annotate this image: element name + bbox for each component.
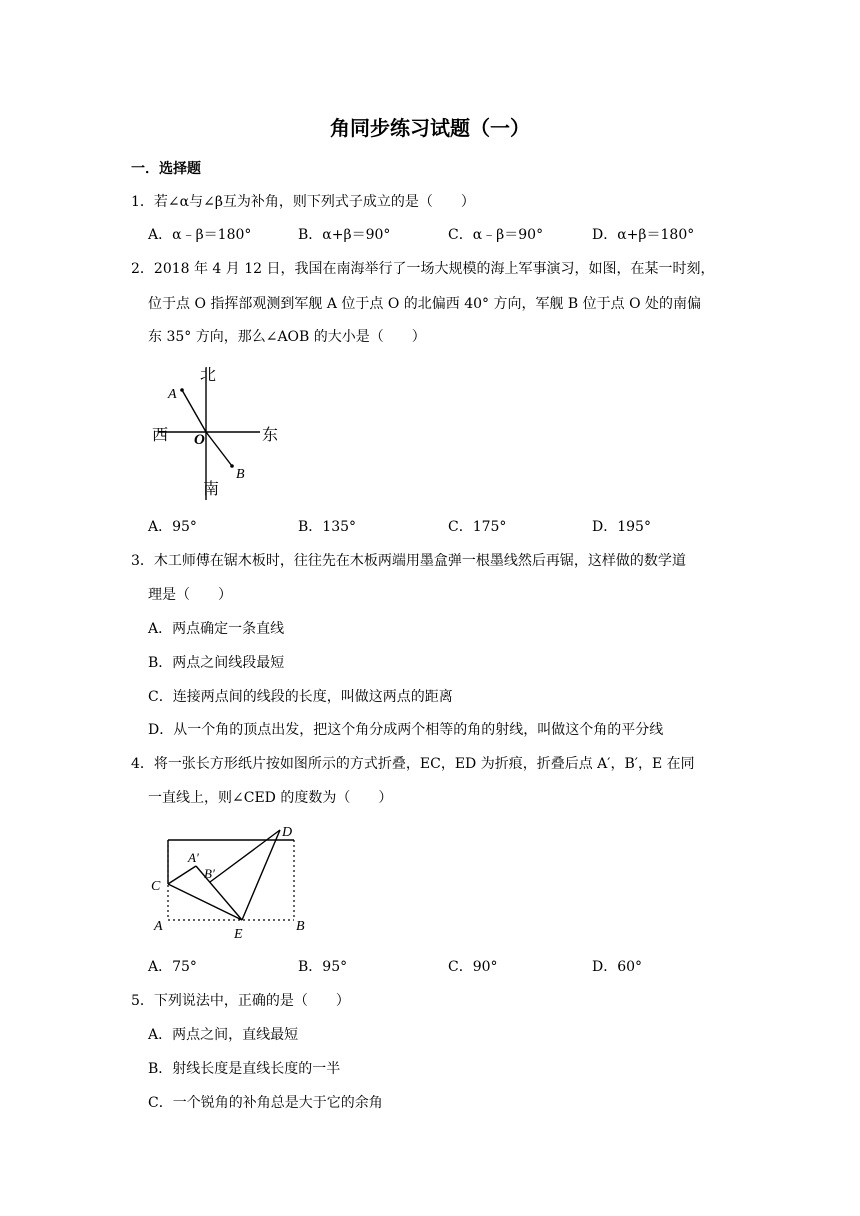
q4-stem-line2: 一直线上，则∠CED 的度数为（ ） [148,790,393,806]
label-east: 东 [262,427,279,444]
q3-stem-line2: 理是（ ） [148,587,232,603]
q3-stem-line1: 3．木工师傅在锯木板时，往往先在木板两端用墨盒弹一根墨线然后再锯，这样做的数学道 [131,553,686,569]
q5-option-a[interactable]: A．两点之间，直线最短 [148,1027,299,1043]
label-south: 南 [203,481,220,498]
q2-option-c[interactable]: C．175° [448,519,507,535]
q5-option-c[interactable]: C．一个锐角的补角总是大于它的余角 [148,1095,383,1111]
label-c: C [151,879,161,894]
q3-option-b[interactable]: B．两点之间线段最短 [148,655,285,671]
q2-option-d[interactable]: D．195° [592,519,651,535]
label-north: 北 [200,367,217,384]
ray-ob [206,432,232,466]
page-title: 角同步练习试题（一） [330,116,530,140]
q1-option-d[interactable]: D．α+β＝180° [592,227,695,243]
label-b-prime: B′ [204,866,215,881]
label-e: E [234,927,243,942]
label-west: 西 [152,427,169,444]
point-b-dot [230,464,234,468]
q1-stem: 1．若∠α与∠β互为补角，则下列式子成立的是（ ） [131,194,475,210]
label-a: A [168,387,177,402]
section-heading: 一．选择题 [131,161,201,177]
q4-option-c[interactable]: C．90° [448,959,498,975]
q4-option-a[interactable]: A．75° [148,959,197,975]
crease-ec [168,884,242,920]
label-d: D [282,825,293,840]
q3-option-d[interactable]: D．从一个角的顶点出发，把这个角分成两个相等的角的射线，叫做这个角的平分线 [148,722,664,738]
label-a-corner: A [154,919,163,934]
label-b: B [236,467,245,482]
label-o: O [194,432,205,448]
point-a-dot [180,388,184,392]
q5-stem: 5．下列说法中，正确的是（ ） [131,993,350,1009]
q1-option-c[interactable]: C．α﹣β＝90° [448,227,544,243]
label-b-corner: B [296,919,305,934]
q2-stem-line1: 2．2018 年 4 月 12 日，我国在南海举行了一场大规模的海上军事演习，如图，在某一时刻， [131,261,715,277]
q4-option-b[interactable]: B．95° [298,959,348,975]
ray-oa [182,390,206,432]
q1-option-a[interactable]: A．α﹣β＝180° [148,227,252,243]
q2-option-b[interactable]: B．135° [298,519,357,535]
folded-edge-ca1 [168,866,196,884]
folded-line-a1e [196,866,242,920]
q3-option-c[interactable]: C．连接两点间的线段的长度，叫做这两点的距离 [148,689,453,705]
q4-option-d[interactable]: D．60° [592,959,643,975]
q2-stem-line3: 东 35° 方向，那么∠AOB 的大小是（ ） [148,329,426,345]
q3-option-a[interactable]: A．两点确定一条直线 [148,621,285,637]
compass-direction-figure [148,360,288,505]
q4-stem-line1: 4．将一张长方形纸片按如图所示的方式折叠，EC，ED 为折痕，折叠后点 A′，B′，E 在同 [131,756,695,772]
q2-option-a[interactable]: A．95° [148,519,197,535]
q5-option-b[interactable]: B．射线长度是直线长度的一半 [148,1061,341,1077]
label-a-prime: A′ [188,850,199,865]
q2-stem-line2: 位于点 O 指挥部观测到军舰 A 位于点 O 的北偏西 40° 方向，军舰 B 位于点 O 处的南偏 [148,296,702,312]
folded-paper-figure [148,820,318,945]
q1-option-b[interactable]: B．α+β＝90° [298,227,391,243]
